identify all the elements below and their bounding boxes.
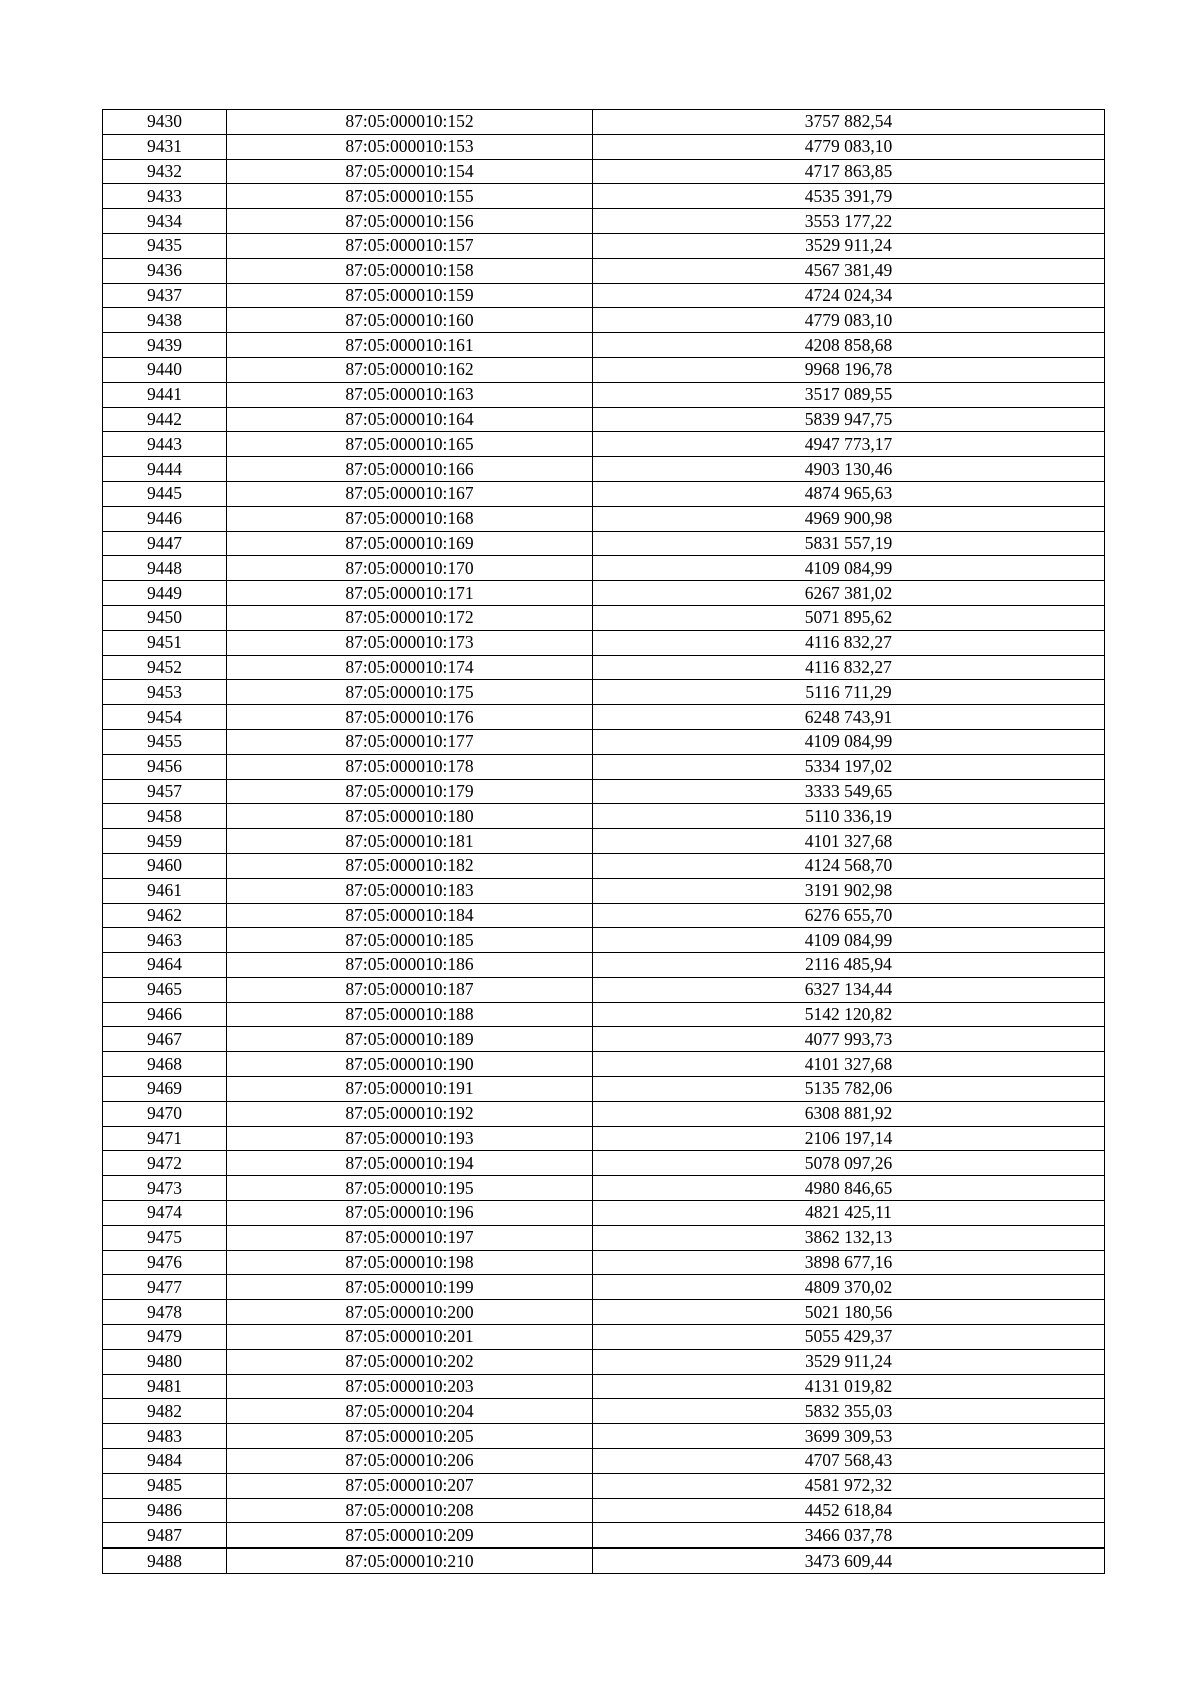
table-row xyxy=(103,1399,1105,1424)
table-row xyxy=(103,531,1105,556)
cadastral-value-cell: 5116 711,29 xyxy=(593,680,1105,705)
row-number-cell: 9487 xyxy=(103,1523,227,1548)
cadastral-value-table xyxy=(102,109,1105,1574)
table-row xyxy=(103,283,1105,308)
cadastral-value-cell: 4452 618,84 xyxy=(593,1498,1105,1523)
cadastral-number-cell: 87:05:000010:184 xyxy=(227,903,593,928)
cadastral-number-cell: 87:05:000010:186 xyxy=(227,953,593,978)
row-number-cell: 9474 xyxy=(103,1201,227,1226)
table-row xyxy=(103,1052,1105,1077)
cadastral-value-cell: 3529 911,24 xyxy=(593,233,1105,258)
cadastral-value-cell: 4581 972,32 xyxy=(593,1473,1105,1498)
cadastral-value-cell: 3862 132,13 xyxy=(593,1225,1105,1250)
cadastral-number-cell: 87:05:000010:169 xyxy=(227,531,593,556)
cadastral-number-cell: 87:05:000010:193 xyxy=(227,1126,593,1151)
cadastral-number-cell: 87:05:000010:181 xyxy=(227,829,593,854)
row-number-cell: 9433 xyxy=(103,184,227,209)
row-number-cell: 9454 xyxy=(103,705,227,730)
cadastral-number-cell: 87:05:000010:205 xyxy=(227,1424,593,1449)
row-number-cell: 9444 xyxy=(103,457,227,482)
row-number-cell: 9453 xyxy=(103,680,227,705)
table-row xyxy=(103,1498,1105,1523)
cadastral-value-cell: 5021 180,56 xyxy=(593,1300,1105,1325)
row-number-cell: 9440 xyxy=(103,357,227,382)
table-row xyxy=(103,209,1105,234)
row-number-cell: 9458 xyxy=(103,804,227,829)
cadastral-number-cell: 87:05:000010:209 xyxy=(227,1523,593,1548)
row-number-cell: 9463 xyxy=(103,928,227,953)
cadastral-value-cell: 4131 019,82 xyxy=(593,1374,1105,1399)
cadastral-number-cell: 87:05:000010:162 xyxy=(227,357,593,382)
cadastral-value-cell: 4208 858,68 xyxy=(593,333,1105,358)
cadastral-number-cell: 87:05:000010:179 xyxy=(227,779,593,804)
cadastral-number-cell: 87:05:000010:177 xyxy=(227,729,593,754)
row-number-cell: 9461 xyxy=(103,878,227,903)
cadastral-number-cell: 87:05:000010:156 xyxy=(227,209,593,234)
cadastral-value-cell: 3699 309,53 xyxy=(593,1424,1105,1449)
table-row xyxy=(103,110,1105,135)
table-row xyxy=(103,853,1105,878)
cadastral-value-cell: 4779 083,10 xyxy=(593,134,1105,159)
cadastral-value-cell: 4101 327,68 xyxy=(593,1052,1105,1077)
cadastral-value-cell: 3473 609,44 xyxy=(593,1548,1105,1573)
cadastral-number-cell: 87:05:000010:166 xyxy=(227,457,593,482)
row-number-cell: 9471 xyxy=(103,1126,227,1151)
cadastral-value-cell: 3191 902,98 xyxy=(593,878,1105,903)
cadastral-value-cell: 4116 832,27 xyxy=(593,655,1105,680)
table-row xyxy=(103,184,1105,209)
cadastral-number-cell: 87:05:000010:167 xyxy=(227,481,593,506)
cadastral-number-cell: 87:05:000010:158 xyxy=(227,258,593,283)
cadastral-value-cell: 6327 134,44 xyxy=(593,977,1105,1002)
table-row xyxy=(103,754,1105,779)
cadastral-value-cell: 5832 355,03 xyxy=(593,1399,1105,1424)
cadastral-number-cell: 87:05:000010:190 xyxy=(227,1052,593,1077)
cadastral-number-cell: 87:05:000010:165 xyxy=(227,432,593,457)
cadastral-value-cell: 6308 881,92 xyxy=(593,1101,1105,1126)
cadastral-number-cell: 87:05:000010:208 xyxy=(227,1498,593,1523)
table-row xyxy=(103,1176,1105,1201)
row-number-cell: 9477 xyxy=(103,1275,227,1300)
cadastral-value-cell: 5839 947,75 xyxy=(593,407,1105,432)
table-row xyxy=(103,605,1105,630)
table-row xyxy=(103,1077,1105,1102)
row-number-cell: 9485 xyxy=(103,1473,227,1498)
table-row xyxy=(103,1523,1105,1548)
cadastral-number-cell: 87:05:000010:174 xyxy=(227,655,593,680)
cadastral-value-cell: 6267 381,02 xyxy=(593,581,1105,606)
cadastral-number-cell: 87:05:000010:201 xyxy=(227,1325,593,1350)
row-number-cell: 9438 xyxy=(103,308,227,333)
cadastral-number-cell: 87:05:000010:154 xyxy=(227,159,593,184)
table-row xyxy=(103,1027,1105,1052)
table-row xyxy=(103,1101,1105,1126)
cadastral-value-cell: 6248 743,91 xyxy=(593,705,1105,730)
cadastral-number-cell: 87:05:000010:159 xyxy=(227,283,593,308)
table-row xyxy=(103,680,1105,705)
row-number-cell: 9480 xyxy=(103,1349,227,1374)
row-number-cell: 9475 xyxy=(103,1225,227,1250)
table-row xyxy=(103,1126,1105,1151)
row-number-cell: 9442 xyxy=(103,407,227,432)
cadastral-value-cell: 5078 097,26 xyxy=(593,1151,1105,1176)
table-row xyxy=(103,630,1105,655)
cadastral-number-cell: 87:05:000010:187 xyxy=(227,977,593,1002)
cadastral-number-cell: 87:05:000010:206 xyxy=(227,1449,593,1474)
table-row xyxy=(103,432,1105,457)
table-row xyxy=(103,804,1105,829)
cadastral-number-cell: 87:05:000010:153 xyxy=(227,134,593,159)
row-number-cell: 9464 xyxy=(103,953,227,978)
cadastral-number-cell: 87:05:000010:182 xyxy=(227,853,593,878)
cadastral-number-cell: 87:05:000010:210 xyxy=(227,1548,593,1573)
row-number-cell: 9455 xyxy=(103,729,227,754)
cadastral-value-cell: 4947 773,17 xyxy=(593,432,1105,457)
row-number-cell: 9450 xyxy=(103,605,227,630)
table-row xyxy=(103,655,1105,680)
table-row xyxy=(103,953,1105,978)
row-number-cell: 9451 xyxy=(103,630,227,655)
cadastral-number-cell: 87:05:000010:197 xyxy=(227,1225,593,1250)
table-row xyxy=(103,928,1105,953)
cadastral-value-cell: 4980 846,65 xyxy=(593,1176,1105,1201)
cadastral-value-cell: 4109 084,99 xyxy=(593,928,1105,953)
table-row xyxy=(103,903,1105,928)
table-row xyxy=(103,556,1105,581)
cadastral-value-cell: 4874 965,63 xyxy=(593,481,1105,506)
cadastral-number-cell: 87:05:000010:192 xyxy=(227,1101,593,1126)
cadastral-value-cell: 4809 370,02 xyxy=(593,1275,1105,1300)
cadastral-value-cell: 4821 425,11 xyxy=(593,1201,1105,1226)
cadastral-value-cell: 5831 557,19 xyxy=(593,531,1105,556)
table-row xyxy=(103,333,1105,358)
row-number-cell: 9459 xyxy=(103,829,227,854)
cadastral-number-cell: 87:05:000010:202 xyxy=(227,1349,593,1374)
cadastral-number-cell: 87:05:000010:196 xyxy=(227,1201,593,1226)
table-row xyxy=(103,1300,1105,1325)
cadastral-number-cell: 87:05:000010:185 xyxy=(227,928,593,953)
row-number-cell: 9441 xyxy=(103,382,227,407)
cadastral-value-cell: 3466 037,78 xyxy=(593,1523,1105,1548)
table-row xyxy=(103,134,1105,159)
row-number-cell: 9432 xyxy=(103,159,227,184)
table-row xyxy=(103,729,1105,754)
table-row xyxy=(103,506,1105,531)
cadastral-number-cell: 87:05:000010:170 xyxy=(227,556,593,581)
cadastral-value-cell: 2106 197,14 xyxy=(593,1126,1105,1151)
cadastral-number-cell: 87:05:000010:194 xyxy=(227,1151,593,1176)
row-number-cell: 9472 xyxy=(103,1151,227,1176)
row-number-cell: 9482 xyxy=(103,1399,227,1424)
row-number-cell: 9447 xyxy=(103,531,227,556)
row-number-cell: 9473 xyxy=(103,1176,227,1201)
cadastral-value-cell: 3553 177,22 xyxy=(593,209,1105,234)
row-number-cell: 9466 xyxy=(103,1002,227,1027)
cadastral-value-cell: 4717 863,85 xyxy=(593,159,1105,184)
row-number-cell: 9435 xyxy=(103,233,227,258)
row-number-cell: 9445 xyxy=(103,481,227,506)
row-number-cell: 9434 xyxy=(103,209,227,234)
cadastral-value-cell: 3529 911,24 xyxy=(593,1349,1105,1374)
table-row xyxy=(103,1473,1105,1498)
row-number-cell: 9467 xyxy=(103,1027,227,1052)
cadastral-number-cell: 87:05:000010:168 xyxy=(227,506,593,531)
cadastral-number-cell: 87:05:000010:203 xyxy=(227,1374,593,1399)
row-number-cell: 9452 xyxy=(103,655,227,680)
row-number-cell: 9449 xyxy=(103,581,227,606)
cadastral-number-cell: 87:05:000010:160 xyxy=(227,308,593,333)
cadastral-value-cell: 6276 655,70 xyxy=(593,903,1105,928)
table-row xyxy=(103,878,1105,903)
cadastral-number-cell: 87:05:000010:172 xyxy=(227,605,593,630)
row-number-cell: 9486 xyxy=(103,1498,227,1523)
cadastral-number-cell: 87:05:000010:180 xyxy=(227,804,593,829)
cadastral-value-cell: 4101 327,68 xyxy=(593,829,1105,854)
row-number-cell: 9476 xyxy=(103,1250,227,1275)
table-row xyxy=(103,407,1105,432)
cadastral-value-cell: 4903 130,46 xyxy=(593,457,1105,482)
table-row xyxy=(103,1548,1105,1573)
cadastral-value-cell: 5135 782,06 xyxy=(593,1077,1105,1102)
table-row xyxy=(103,357,1105,382)
table-row xyxy=(103,1201,1105,1226)
row-number-cell: 9462 xyxy=(103,903,227,928)
row-number-cell: 9478 xyxy=(103,1300,227,1325)
row-number-cell: 9431 xyxy=(103,134,227,159)
row-number-cell: 9446 xyxy=(103,506,227,531)
cadastral-number-cell: 87:05:000010:176 xyxy=(227,705,593,730)
table-row xyxy=(103,779,1105,804)
cadastral-value-cell: 4124 568,70 xyxy=(593,853,1105,878)
cadastral-number-cell: 87:05:000010:155 xyxy=(227,184,593,209)
table-row xyxy=(103,1002,1105,1027)
table-row xyxy=(103,308,1105,333)
cadastral-number-cell: 87:05:000010:199 xyxy=(227,1275,593,1300)
cadastral-value-cell: 5055 429,37 xyxy=(593,1325,1105,1350)
cadastral-value-cell: 3757 882,54 xyxy=(593,110,1105,135)
cadastral-number-cell: 87:05:000010:183 xyxy=(227,878,593,903)
table-row xyxy=(103,1275,1105,1300)
cadastral-number-cell: 87:05:000010:164 xyxy=(227,407,593,432)
cadastral-number-cell: 87:05:000010:189 xyxy=(227,1027,593,1052)
row-number-cell: 9457 xyxy=(103,779,227,804)
table-row xyxy=(103,705,1105,730)
cadastral-number-cell: 87:05:000010:200 xyxy=(227,1300,593,1325)
cadastral-value-cell: 4567 381,49 xyxy=(593,258,1105,283)
cadastral-number-cell: 87:05:000010:175 xyxy=(227,680,593,705)
row-number-cell: 9436 xyxy=(103,258,227,283)
cadastral-number-cell: 87:05:000010:195 xyxy=(227,1176,593,1201)
cadastral-value-cell: 4724 024,34 xyxy=(593,283,1105,308)
row-number-cell: 9443 xyxy=(103,432,227,457)
cadastral-value-cell: 4969 900,98 xyxy=(593,506,1105,531)
cadastral-value-cell: 5110 336,19 xyxy=(593,804,1105,829)
table-body xyxy=(103,110,1105,1574)
table-row xyxy=(103,258,1105,283)
row-number-cell: 9479 xyxy=(103,1325,227,1350)
cadastral-value-cell: 2116 485,94 xyxy=(593,953,1105,978)
table-row xyxy=(103,1449,1105,1474)
table-row xyxy=(103,1151,1105,1176)
table-row xyxy=(103,1424,1105,1449)
cadastral-value-cell: 9968 196,78 xyxy=(593,357,1105,382)
table-row xyxy=(103,829,1105,854)
table-row xyxy=(103,159,1105,184)
cadastral-value-cell: 5142 120,82 xyxy=(593,1002,1105,1027)
cadastral-number-cell: 87:05:000010:163 xyxy=(227,382,593,407)
cadastral-value-cell: 4707 568,43 xyxy=(593,1449,1105,1474)
row-number-cell: 9437 xyxy=(103,283,227,308)
cadastral-value-cell: 4109 084,99 xyxy=(593,556,1105,581)
cadastral-value-cell: 4109 084,99 xyxy=(593,729,1105,754)
cadastral-number-cell: 87:05:000010:207 xyxy=(227,1473,593,1498)
cadastral-number-cell: 87:05:000010:204 xyxy=(227,1399,593,1424)
cadastral-value-cell: 3333 549,65 xyxy=(593,779,1105,804)
cadastral-number-cell: 87:05:000010:173 xyxy=(227,630,593,655)
table-row xyxy=(103,1374,1105,1399)
table-row xyxy=(103,977,1105,1002)
row-number-cell: 9448 xyxy=(103,556,227,581)
row-number-cell: 9483 xyxy=(103,1424,227,1449)
table-row xyxy=(103,457,1105,482)
cadastral-value-cell: 4077 993,73 xyxy=(593,1027,1105,1052)
row-number-cell: 9469 xyxy=(103,1077,227,1102)
cadastral-number-cell: 87:05:000010:198 xyxy=(227,1250,593,1275)
cadastral-number-cell: 87:05:000010:157 xyxy=(227,233,593,258)
row-number-cell: 9481 xyxy=(103,1374,227,1399)
row-number-cell: 9484 xyxy=(103,1449,227,1474)
table-row xyxy=(103,1325,1105,1350)
table-row xyxy=(103,233,1105,258)
table-row xyxy=(103,481,1105,506)
table-row xyxy=(103,1225,1105,1250)
cadastral-value-cell: 5334 197,02 xyxy=(593,754,1105,779)
table-row xyxy=(103,1349,1105,1374)
cadastral-value-cell: 4779 083,10 xyxy=(593,308,1105,333)
table-row xyxy=(103,1250,1105,1275)
table-row xyxy=(103,382,1105,407)
row-number-cell: 9439 xyxy=(103,333,227,358)
cadastral-value-cell: 5071 895,62 xyxy=(593,605,1105,630)
table-row xyxy=(103,581,1105,606)
row-number-cell: 9430 xyxy=(103,110,227,135)
row-number-cell: 9465 xyxy=(103,977,227,1002)
cadastral-value-cell: 3517 089,55 xyxy=(593,382,1105,407)
cadastral-number-cell: 87:05:000010:178 xyxy=(227,754,593,779)
cadastral-value-cell: 4535 391,79 xyxy=(593,184,1105,209)
cadastral-number-cell: 87:05:000010:188 xyxy=(227,1002,593,1027)
cadastral-value-cell: 4116 832,27 xyxy=(593,630,1105,655)
row-number-cell: 9488 xyxy=(103,1548,227,1573)
cadastral-number-cell: 87:05:000010:191 xyxy=(227,1077,593,1102)
cadastral-value-cell: 3898 677,16 xyxy=(593,1250,1105,1275)
cadastral-number-cell: 87:05:000010:161 xyxy=(227,333,593,358)
cadastral-number-cell: 87:05:000010:171 xyxy=(227,581,593,606)
cadastral-number-cell: 87:05:000010:152 xyxy=(227,110,593,135)
row-number-cell: 9468 xyxy=(103,1052,227,1077)
row-number-cell: 9456 xyxy=(103,754,227,779)
row-number-cell: 9460 xyxy=(103,853,227,878)
row-number-cell: 9470 xyxy=(103,1101,227,1126)
